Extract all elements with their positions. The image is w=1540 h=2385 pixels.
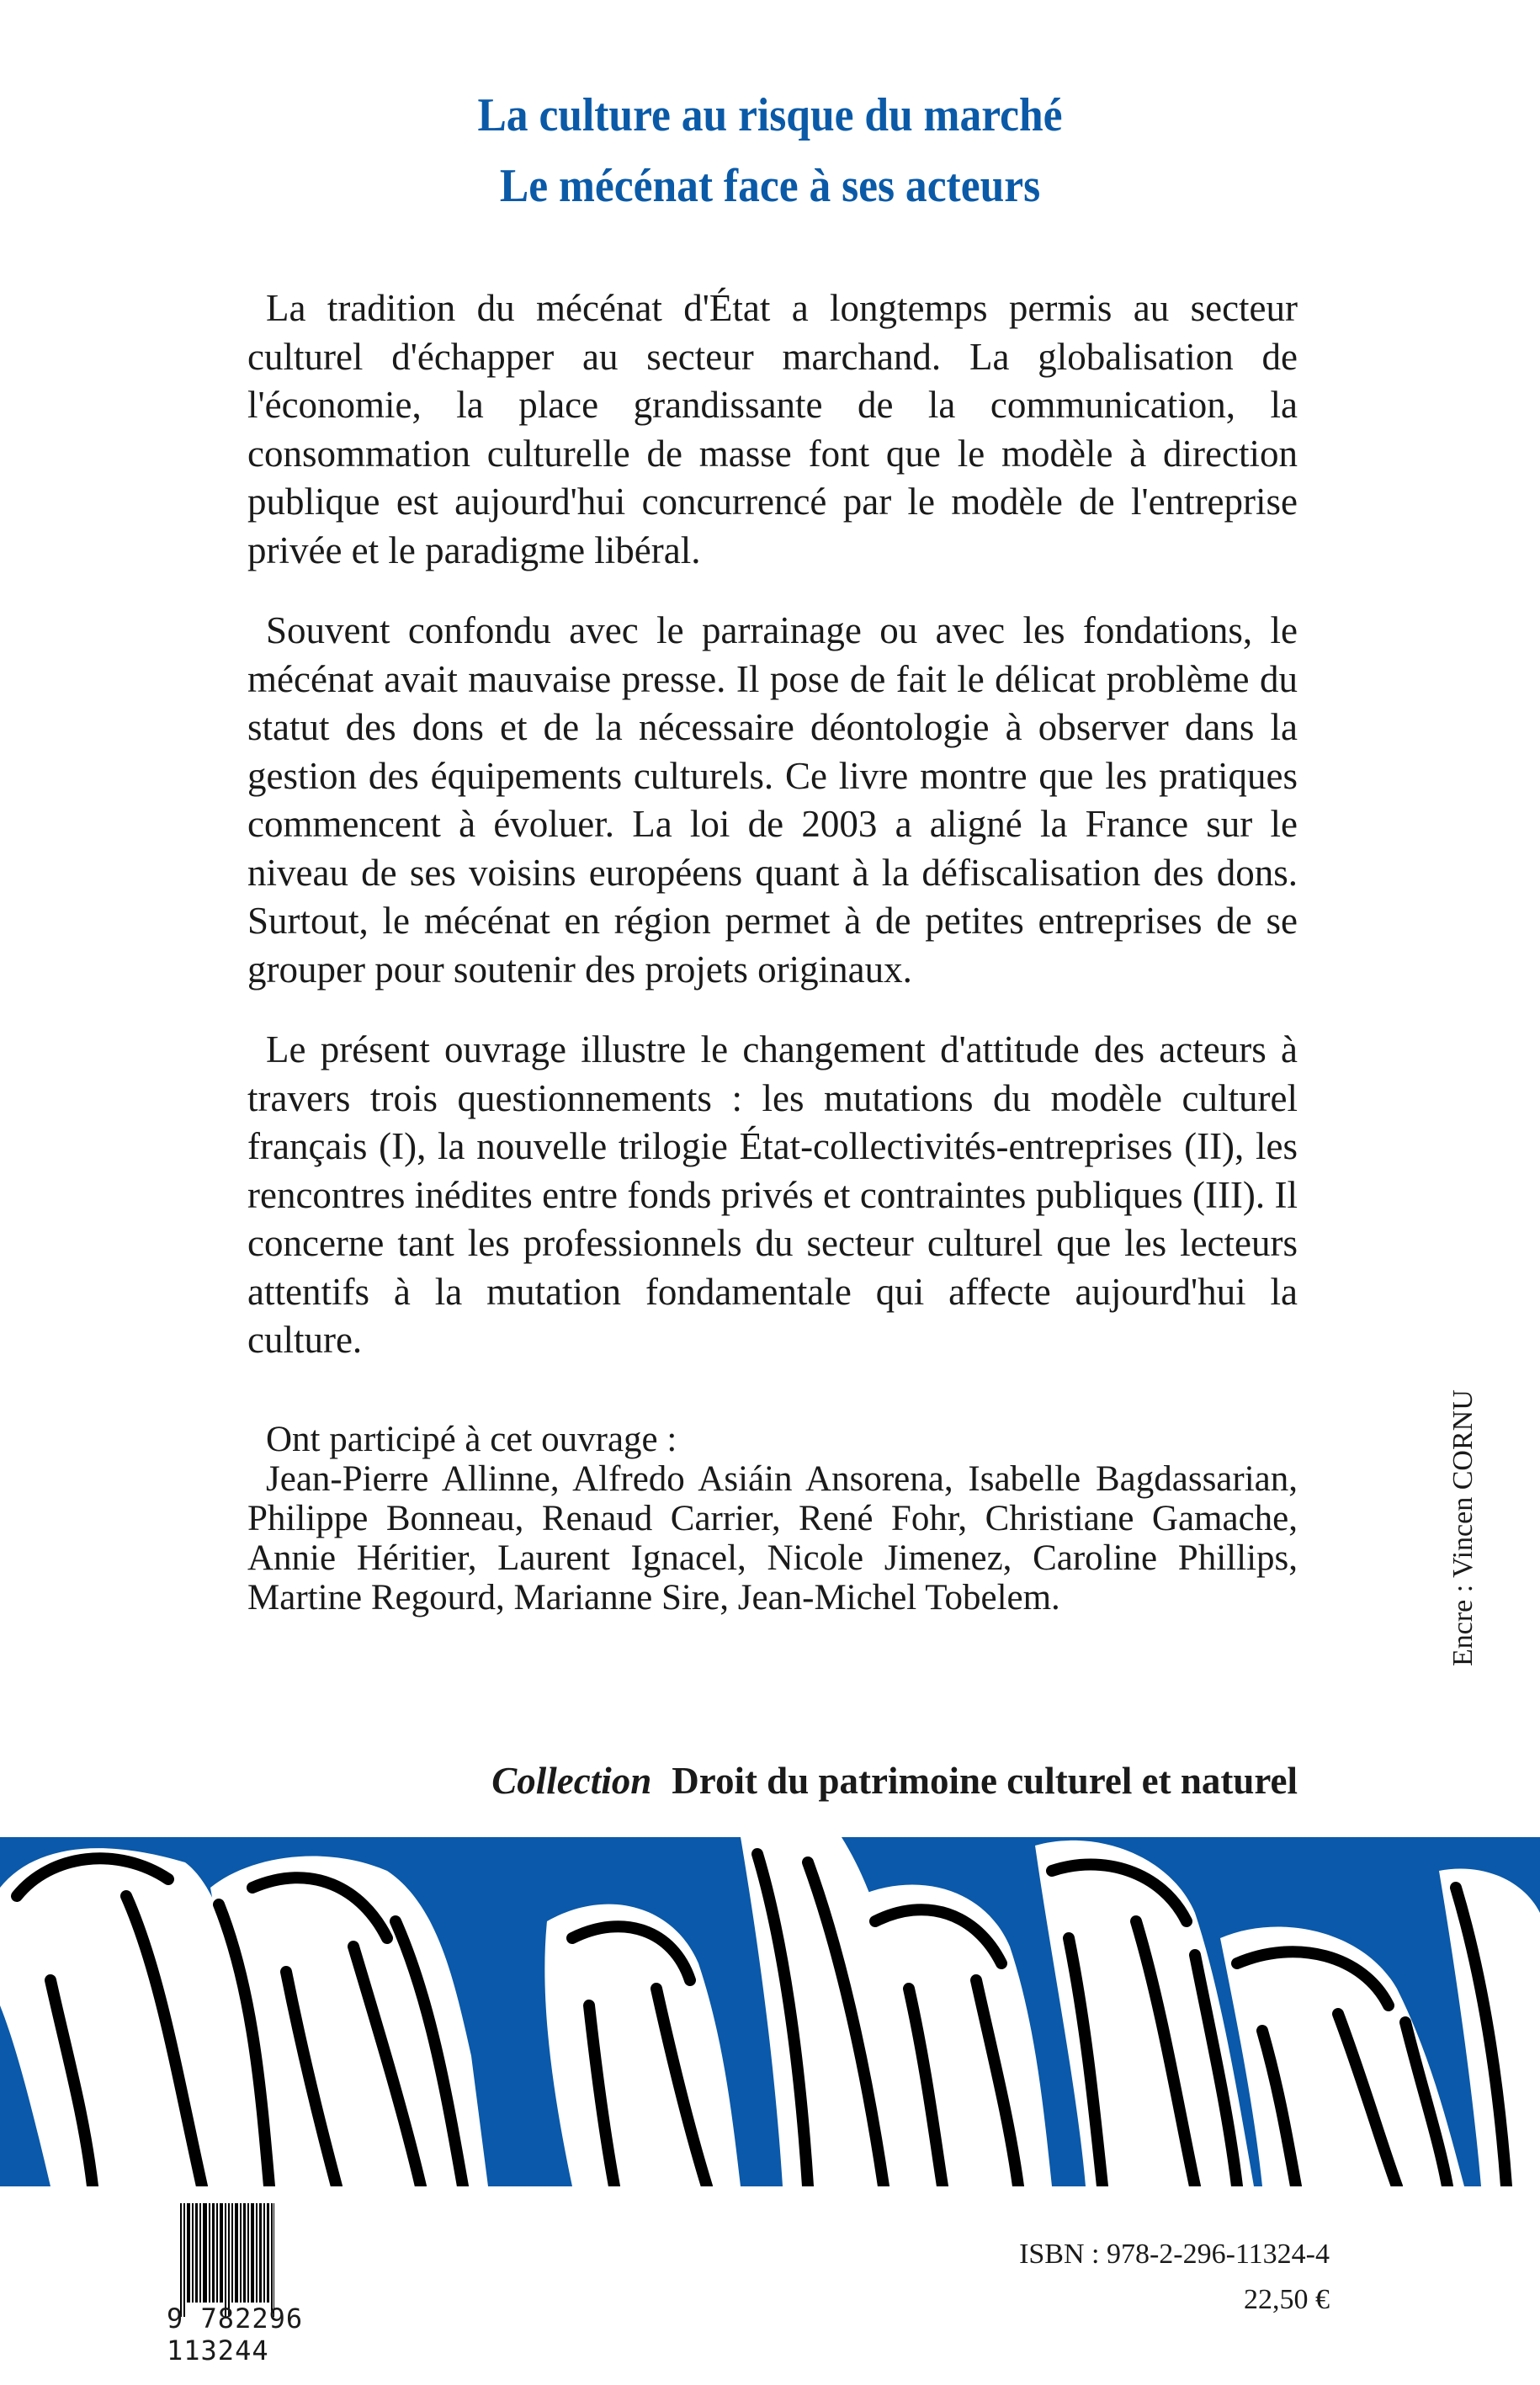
art-credit: Encre : Vincen CORNU [1447,1389,1479,1666]
ink-figures-illustration [0,1837,1540,2186]
collection-name: Droit du patrimoine culturel et naturel [672,1760,1298,1802]
blurb [247,284,1298,1397]
book-title [0,80,1540,221]
title-line-1: La culture au risque du marché [477,89,1063,141]
title-line-2: Le mécénat face à ses acteurs [499,160,1041,212]
contributors-heading: Ont participé à cet ouvrage : [266,1420,677,1459]
isbn: ISBN : 978-2-296-11324-4 [1019,2239,1330,2270]
contributors-names: Jean-Pierre Allinne, Alfredo Asiáin Ansorena, Isabelle Bagdassarian, Philippe Bonneau, Renaud Carrier, René Fohr, Christiane Gamache, Annie Héritier, Laurent Ignacel, Nicole Jimenez, Caroline Phillips, Martine Regourd, Marianne Sire, Jean-Michel Tobelem. [247,1459,1298,1617]
isbn-price-block [926,2232,1330,2323]
barcode-digits: 9 782296 113244 [167,2303,304,2366]
price: 22,50 € [1244,2284,1330,2315]
blurb-paragraph-3: Le présent ouvrage illustre le changement d'attitude des acteurs à travers trois questionnements : les mutations du modèle culturel français (I), la nouvelle trilogie État-collectivités-entreprises (II), les rencontres inédites entre fonds privés et contraintes publiques (III). Il concerne tant les professionnels du secteur culturel que les lecteurs attentifs à la mutation fondamentale qui affecte aujourd'hui la culture. [247,1028,1298,1361]
blurb-paragraph-2: Souvent confondu avec le parrainage ou avec les fondations, le mécénat avait mauvaise presse. Il pose de fait le délicat problème du statut des dons et de la nécessaire déontologie à observer dans la gestion des équipements culturels. Ce livre montre que les pratiques commencent à évoluer. La loi de 2003 a aligné la France sur le niveau de ses voisins européens quant à la défiscalisation des dons. Surtout, le mécénat en région permet à de petites entreprises de se grouper pour soutenir des projets originaux. [247,609,1298,991]
contributors [247,1420,1298,1617]
cover-artwork [0,1837,1540,2186]
barcode [151,2203,370,2372]
barcode-bars-icon [180,2203,274,2317]
collection-line [247,1759,1298,1803]
blurb-paragraph-1: La tradition du mécénat d'État a longtemps permis au secteur culturel d'échapper au secteur marchand. La globalisation de l'économie, la place grandissante de la communication, la consommation culturelle de masse font que le modèle à direction publique est aujourd'hui concurrencé par le modèle de l'entreprise privée et le paradigme libéral. [247,287,1298,571]
collection-label: Collection [491,1760,652,1802]
